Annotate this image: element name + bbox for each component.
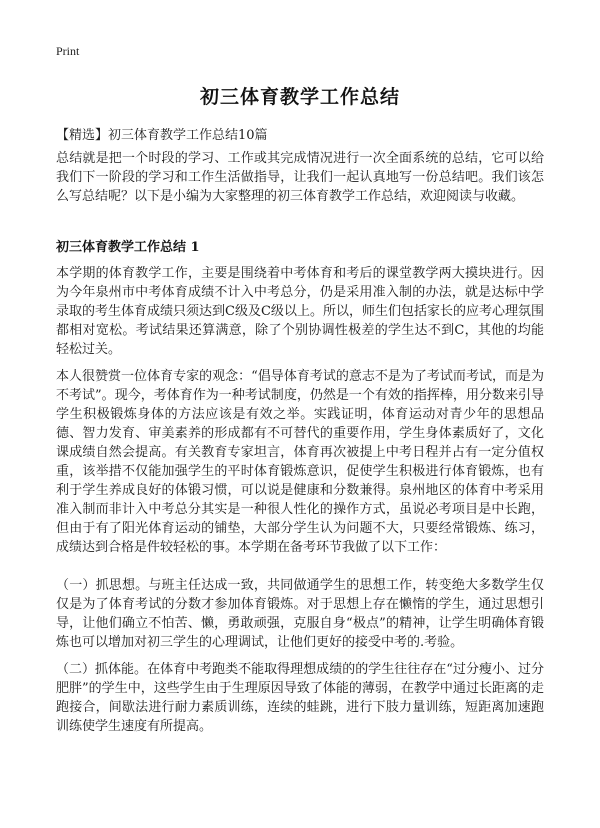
body-paragraph-3: （一）抓思想。与班主任达成一致，共同做通学生的思想工作，转变绝大多数学生仅仅是为了体育考试的分数才参加体育锻炼。对于思想上存在懒惰的学生，通过思想引导，让他们确立不怕苦、懒，勇敢顽强，克服自身“极点”的精神，让学生明确体育锻炼也可以增加对初三学生的心理调试，让他们更好的接受中考的.考验。 [56, 578, 544, 650]
body-paragraph-1: 本学期的体育教学工作，主要是围绕着中考体育和考后的课堂教学两大摸块进行。因为今年泉州市中考体育成绩不计入中考总分，仍是采用准入制的办法，就是达标中学录取的考生体育成绩只须达到C级及C级以上。所以，师生们包括家长的应考心理氛围都相对宽松。考试结果还算满意，除了个别协调性极差的学生达不到C，其他的均能轻松过关。 [56, 266, 544, 357]
print-label: Print [56, 44, 80, 58]
section-heading: 初三体育教学工作总结 1 [56, 240, 200, 255]
document-subtitle: 【精选】初三体育教学工作总结10篇 [56, 128, 268, 143]
intro-paragraph: 总结就是把一个时段的学习、工作或其完成情况进行一次全面系统的总结，它可以给我们下一阶段的学习和工作生活做指导，让我们一起认真地写一份总结吧。我们该怎么写总结呢？以下是小编为大家整理的初三体育教学工作总结，欢迎阅读与收藏。 [56, 151, 544, 204]
document-title: 初三体育教学工作总结 [199, 86, 400, 108]
body-paragraph-4: （二）抓体能。在体育中考跑类不能取得理想成绩的的学生往往存在“过分瘦小、过分肥胖”的学生中，这些学生由于生理原因导致了体能的薄弱，在教学中通过长距离的走跑接合，间歇法进行耐力素质训练，连续的蛙跳，进行下肢力量训练，短距离加速跑训练使学生速度有所提高。 [56, 662, 544, 734]
body-paragraph-2: 本人很赞赏一位体育专家的观念：“倡导体育考试的意志不是为了考试而考试，而是为不考试”。现今，考体育作为一种考试制度，仍然是一个有效的指挥棒，用分数来引导学生积极锻炼身体的方法应该是有效之举。实践证明，体育运动对青少年的思想品德、智力发育、审美素养的形成都有不可替代的重要作用，学生身体素质好了，文化课成绩自然会提高。有关教育专家坦言，体育再次被提上中考日程并占有一定分值权重，该举措不仅能加强学生的平时体育锻炼意识，促使学生积极进行体育锻炼，也有利于学生养成良好的体锻习惯，可以说是健康和分数兼得。泉州地区的体育中考采用准入制而非计入中考总分其实是一种很人性化的操作方式，虽说必考项目是中长跑，但由于有了阳光体育运动的铺垫，大部分学生认为问题不大，只要经常锻炼、练习，成绩达到合格是件较轻松的事。本学期在备考环节我做了以下工作： [56, 369, 544, 555]
